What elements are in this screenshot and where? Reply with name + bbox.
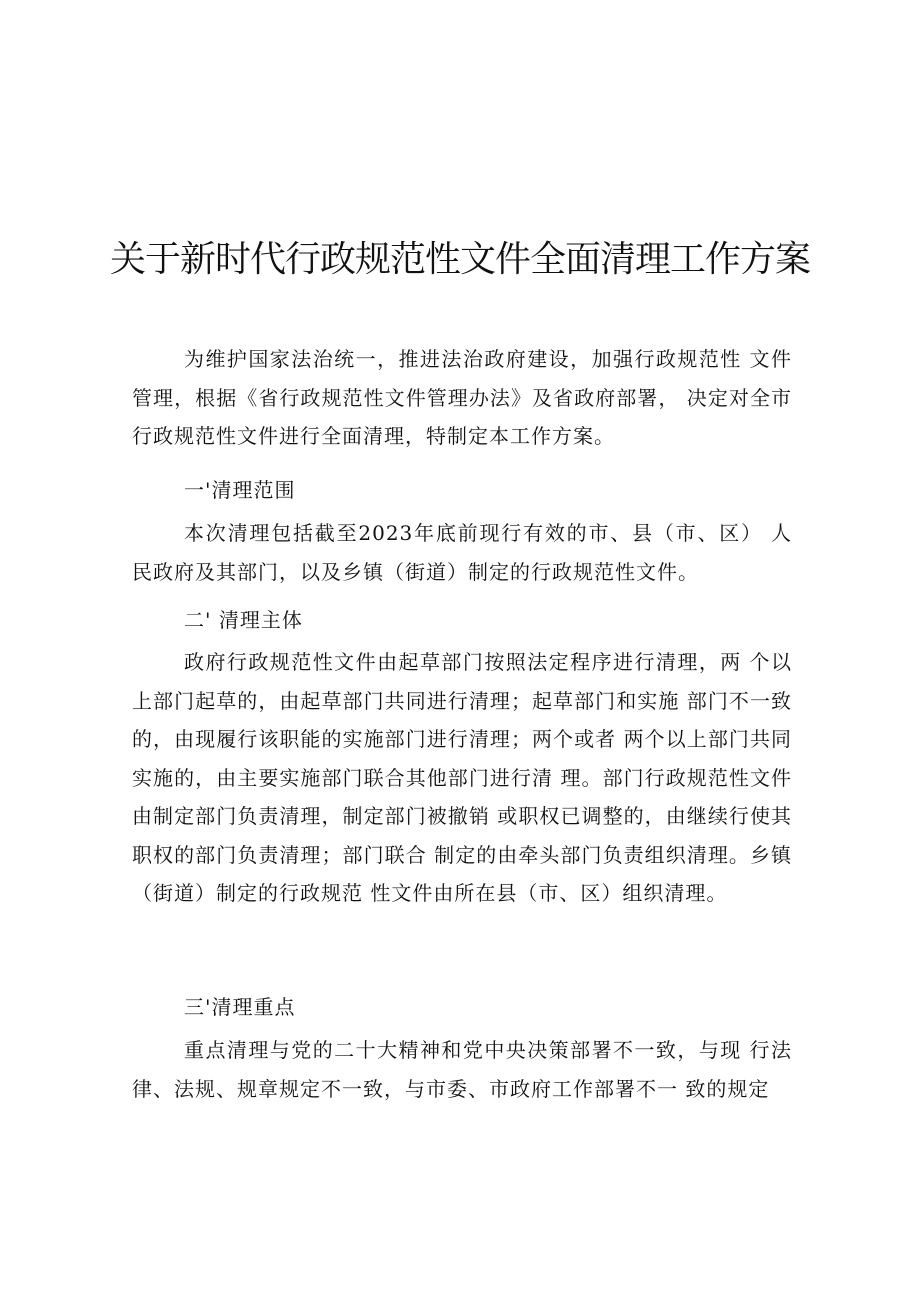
document-title: 关于新时代行政规范性文件全面清理工作方案 [109, 239, 810, 280]
section-heading-subject: 二' 清理主体 [184, 608, 303, 632]
section-heading-focus: 三'清理重点 [184, 995, 296, 1019]
intro-paragraph: 为维护国家法治统一，推进法治政府建设，加强行政规范性 文件管理，根据《省行政规范性文件管理办法》及省政府部署， 决定对全市行政规范性文件进行全面清理，特制定本工作方案。 [132, 347, 792, 448]
section-body-focus: 重点清理与党的二十大精神和党中央决策部署不一致，与现 行法律、法规、规章规定不一致，与市委、市政府工作部署不一 致的规定 [132, 1038, 792, 1101]
section-heading-scope: 一'清理范围 [184, 478, 296, 502]
section-body-subject: 政府行政规范性文件由起草部门按照法定程序进行清理，两 个以上部门起草的，由起草部门共同进行清理；起草部门和实施 部门不一致的，由现履行该职能的实施部门进行清理；两个或者 两个以上部门共同实施的，由主要实施部门联合其他部门进行清 理。部门行政规范性文件由制定部门负责清理，制定部门被撤销 或职权已调整的，由继续行使其职权的部门负责清理；部门联合 制定的由牵头部门负责组织清理。乡镇（街道）制定的行政规范 性文件由所在县（市、区）组织清理。 [132, 650, 792, 905]
section-body-scope: 本次清理包括截至2023年底前现行有效的市、县（市、区） 人民政府及其部门，以及乡镇（街道）制定的行政规范性文件。 [132, 521, 792, 584]
